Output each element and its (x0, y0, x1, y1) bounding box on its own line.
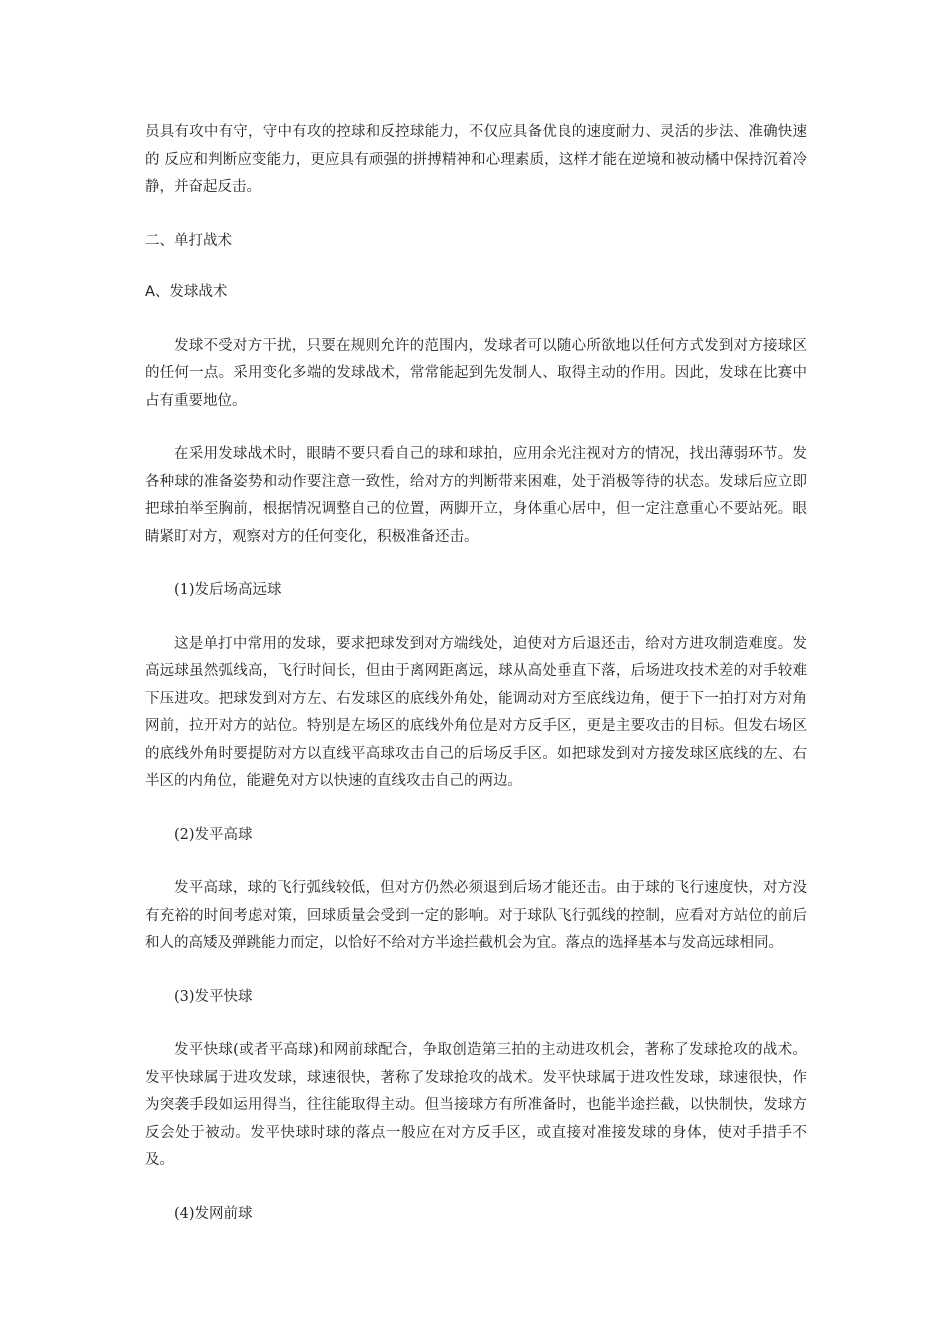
item2-paragraph: 发平高球，球的飞行弧线较低，但对方仍然必须退到后场才能还击。由于球的飞行速度快，对方没有充裕的时间考虑对策，回球质量会受到一定的影响。对于球队飞行弧线的控制，应看对方站位的前后和人的高矮及弹跳能力而定，以恰好不给对方半途拦截机会为宜。落点的选择基本与发高远球相同。 (145, 880, 807, 951)
item3-paragraph: 发平快球(或者平高球)和网前球配合，争取创造第三拍的主动进攻机会，著称了发球抢攻的战术。发平快球属于进攻发球，球速很快，著称了发球抢攻的战术。发平快球属于进攻性发球，球速很快，作为突袭手段如运用得当，往往能取得主动。但当接球方有所准备时，也能半途拦截，以快制快，发球方反会处于被动。发平快球时球的落点一般应在对方反手区，或直接对准接发球的身体，使对手措手不及。 (145, 1042, 807, 1168)
item1-paragraph: 这是单打中常用的发球，要求把球发到对方端线处，迫使对方后退还击，给对方进攻制造难度。发高远球虽然弧线高，飞行时间长，但由于离网距离远，球从高处垂直下落，后场进攻技术差的对手较难下压进攻。把球发到对方左、右发球区的底线外角处，能调动对方至底线边角，便于下一拍打对方对角网前，拉开对方的站位。特别是左场区的底线外角位是对方反手区，更是主要攻击的目标。但发右场区的底线外角时要提防对方以直线平高球攻击自己的后场反手区。如把球发到对方接发球区底线的左、右半区的内角位，能避免对方以快速的直线攻击自己的两边。 (145, 635, 807, 789)
section-title: 二、单打战术 (145, 232, 232, 249)
serve-intro-paragraph: 发球不受对方干扰，只要在规则允许的范围内，发球者可以随心所欲地以任何方式发到对方接球区的任何一点。采用变化多端的发球战术，常常能起到先发制人、取得主动的作用。因此，发球在比赛中占有重要地位。 (145, 337, 807, 409)
intro-paragraph: 员具有攻中有守，守中有攻的控球和反控球能力，不仅应具备优良的速度耐力、灵活的步法、准确快速的 反应和判断应变能力，更应具有顽强的拼搏精神和心理素质，这样才能在逆境和被动橘中保持沉着冷静，并奋起反击。 (145, 124, 807, 195)
subsection-title: A、发球战术 (145, 284, 228, 300)
item4-title: (4)发网前球 (174, 1205, 253, 1222)
item3-title: (3)发平快球 (174, 988, 253, 1005)
serve-tips-paragraph: 在采用发球战术时，眼睛不要只看自己的球和球拍，应用余光注视对方的情况，找出薄弱环节。发各种球的准备姿势和动作要注意一致性，给对方的判断带来困难，处于消极等待的状态。发球后应立即把球拍举至胸前，根据情况调整自己的位置，两脚开立，身体重心居中，但一定注意重心不要站死。眼睛紧盯对方，观察对方的任何变化，积极准备还击。 (145, 446, 807, 545)
item2-title: (2)发平高球 (174, 826, 253, 843)
document-page (145, 119, 807, 1228)
item1-title: (1)发后场高远球 (174, 582, 282, 598)
